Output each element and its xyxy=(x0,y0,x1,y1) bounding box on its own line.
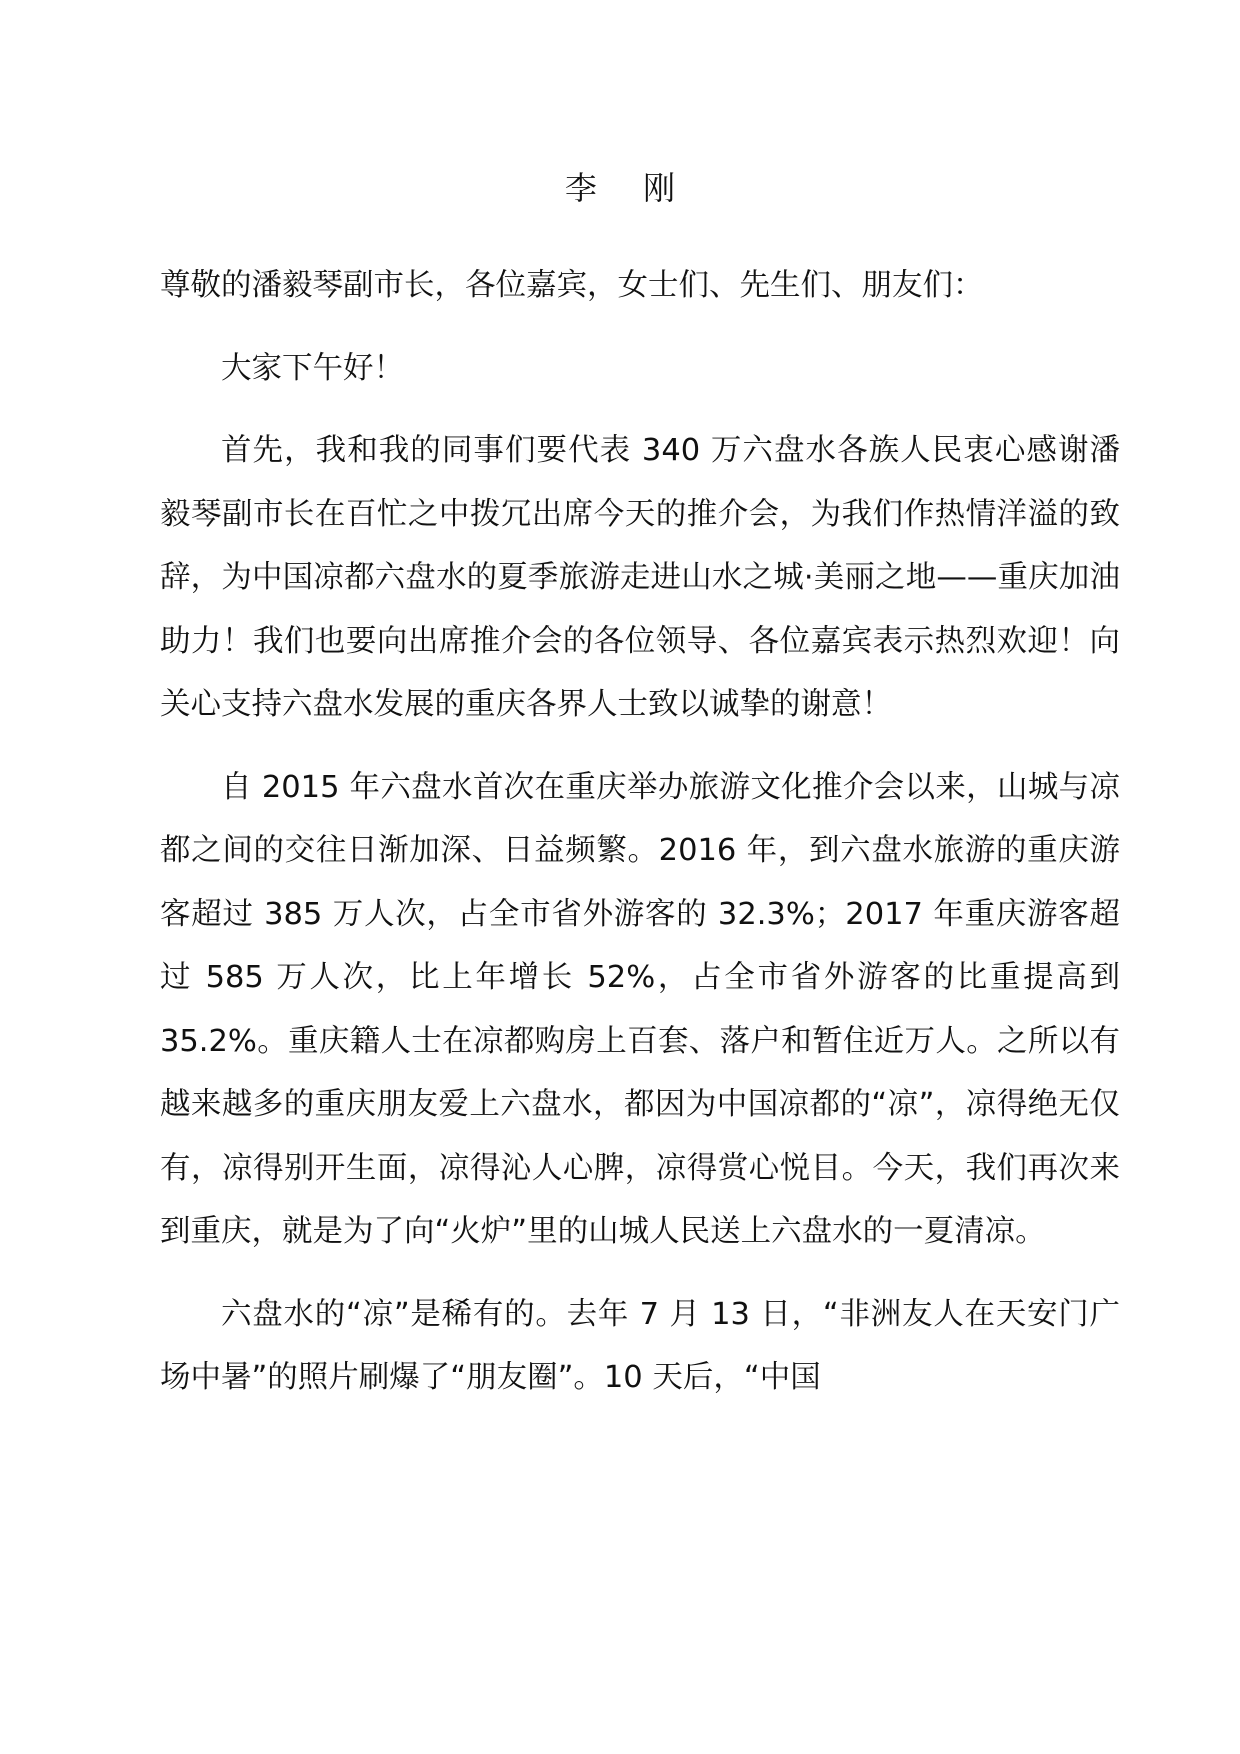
paragraph-exchange: 自 2015 年六盘水首次在重庆举办旅游文化推介会以来，山城与凉都之间的交往日渐加深、日益频繁。2016 年，到六盘水旅游的重庆游客超过 385 万人次，占全市省外游客的 32.3%；2017 年重庆游客超过 585 万人次，比上年增长 52%，占全市省外游客的比重提高到 35.2%。重庆籍人士在凉都购房上百套、落户和暂住近万人。之所以有越来越多的重庆朋友爱上六盘水，都因为中国凉都的“凉”，凉得绝无仅有，凉得别开生面，凉得沁人心脾，凉得赏心悦目。今天，我们再次来到重庆，就是为了向“火炉”里的山城人民送上六盘水的一夏清凉。 xyxy=(160,769,1120,1249)
paragraph-cool-climate: 六盘水的“凉”是稀有的。去年 7 月 13 日，“非洲友人在天安门广场中暑”的照片刷爆了“朋友圈”。10 天后，“中国 xyxy=(160,1296,1120,1395)
paragraph-thanks: 首先，我和我的同事们要代表 340 万六盘水各族人民衷心感谢潘毅琴副市长在百忙之中拨冗出席今天的推介会，为我们作热情洋溢的致辞，为中国凉都六盘水的夏季旅游走进山水之城·美丽之地——重庆加油助力！我们也要向出席推介会的各位领导、各位嘉宾表示热烈欢迎！向关心支持六盘水发展的重庆各界人士致以诚挚的谢意！ xyxy=(160,433,1120,722)
author-name: 李 刚 xyxy=(564,169,694,207)
speech-body xyxy=(160,254,1120,1429)
paragraph-greeting: 大家下午好！ xyxy=(221,350,404,386)
salutation: 尊敬的潘毅琴副市长，各位嘉宾，女士们、先生们、朋友们： xyxy=(160,268,984,303)
